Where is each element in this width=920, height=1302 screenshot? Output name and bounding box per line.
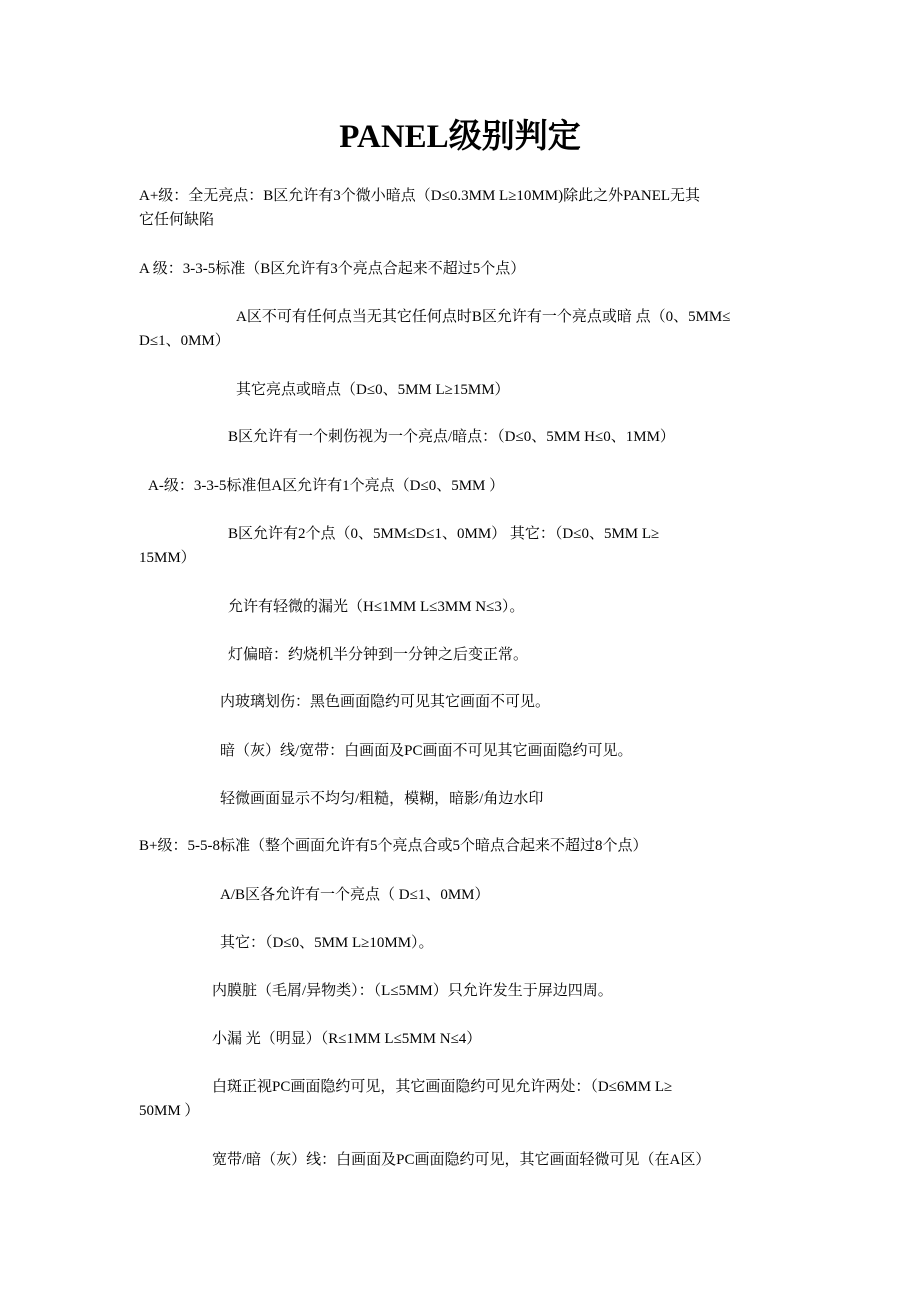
paragraph-white-spot bbox=[139, 1075, 789, 1123]
paragraph-line: A 级：3-3-5标准（B区允许有3个亮点合起来不超过5个点） bbox=[139, 261, 526, 277]
paragraph-ab-area bbox=[139, 883, 789, 907]
paragraph-line: 允许有轻微的漏光（H≤1MM L≤3MM N≤3）。 bbox=[228, 599, 525, 615]
paragraph-inner-film-dirt bbox=[139, 979, 789, 1003]
paragraph-line: 其它：（D≤0、5MM L≥10MM）。 bbox=[220, 935, 434, 951]
paragraph-line: A+级：全无亮点：B区允许有3个微小暗点（D≤0.3MM L≥10MM)除此之外PANEL无其 bbox=[139, 188, 701, 204]
paragraph-a-minus bbox=[139, 474, 789, 498]
paragraph-line: B区允许有2个点（0、5MM≤D≤1、0MM） 其它：（D≤0、5MM L≥ bbox=[228, 526, 660, 542]
paragraph-line: B区允许有一个刺伤视为一个亮点/暗点：（D≤0、5MM H≤0、1MM） bbox=[228, 429, 675, 445]
paragraph-a-plus bbox=[139, 184, 789, 232]
paragraph-b-plus bbox=[139, 834, 789, 858]
paragraph-line: A/B区各允许有一个亮点（ D≤1、0MM） bbox=[220, 887, 490, 903]
paragraph-line: 50MM ） bbox=[139, 1103, 200, 1119]
paragraph-dark-line bbox=[139, 739, 789, 763]
paragraph-line: 它任何缺陷 bbox=[139, 212, 215, 228]
paragraph-line: 轻微画面显示不均匀/粗糙，模糊，暗影/角边水印 bbox=[220, 791, 544, 807]
document-title: PANEL级别判定 bbox=[339, 119, 581, 155]
paragraph-dim-lamp bbox=[139, 643, 789, 667]
paragraph-inner-glass-scratch bbox=[139, 690, 789, 714]
paragraph-small-leak bbox=[139, 1027, 789, 1051]
paragraph-a-area bbox=[139, 305, 789, 353]
paragraph-b-area-scratch bbox=[139, 425, 789, 449]
paragraph-a-grade bbox=[139, 257, 789, 281]
paragraph-light-leak bbox=[139, 595, 789, 619]
paragraph-line: 内膜脏（毛屑/异物类）：（L≤5MM）只允许发生于屏边四周。 bbox=[212, 983, 613, 999]
paragraph-line: 其它亮点或暗点（D≤0、5MM L≥15MM） bbox=[236, 382, 510, 398]
paragraph-line: 小漏 光（明显）（R≤1MM L≤5MM N≤4） bbox=[212, 1031, 482, 1047]
paragraph-line: D≤1、0MM） bbox=[139, 333, 230, 349]
paragraph-line: 暗（灰）线/宽带：白画面及PC画面不可见其它画面隐约可见。 bbox=[220, 743, 633, 759]
paragraph-other-b-plus bbox=[139, 931, 789, 955]
paragraph-line: 内玻璃划伤：黑色画面隐约可见其它画面不可见。 bbox=[220, 694, 551, 710]
paragraph-line: 灯偏暗：约烧机半分钟到一分钟之后变正常。 bbox=[228, 647, 529, 663]
paragraph-line: 宽带/暗（灰）线：白画面及PC画面隐约可见，其它画面轻微可见（在A区） bbox=[212, 1152, 711, 1168]
paragraph-line: 白斑正视PC画面隐约可见，其它画面隐约可见允许两处：（D≤6MM L≥ bbox=[212, 1079, 673, 1095]
paragraph-line: A-级：3-3-5标准但A区允许有1个亮点（D≤0、5MM ） bbox=[148, 478, 505, 494]
paragraph-b-area-two-points bbox=[139, 522, 789, 570]
paragraph-line: A区不可有任何点当无其它任何点时B区允许有一个亮点或暗 点（0、5MM≤ bbox=[236, 309, 731, 325]
paragraph-line: 15MM） bbox=[139, 550, 196, 566]
paragraph-line: B+级：5-5-8标准（整个画面允许有5个亮点合或5个暗点合起来不超过8个点） bbox=[139, 838, 648, 854]
paragraph-wide-band bbox=[139, 1148, 789, 1172]
paragraph-other-points bbox=[139, 378, 789, 402]
paragraph-uneven-display bbox=[139, 787, 789, 811]
